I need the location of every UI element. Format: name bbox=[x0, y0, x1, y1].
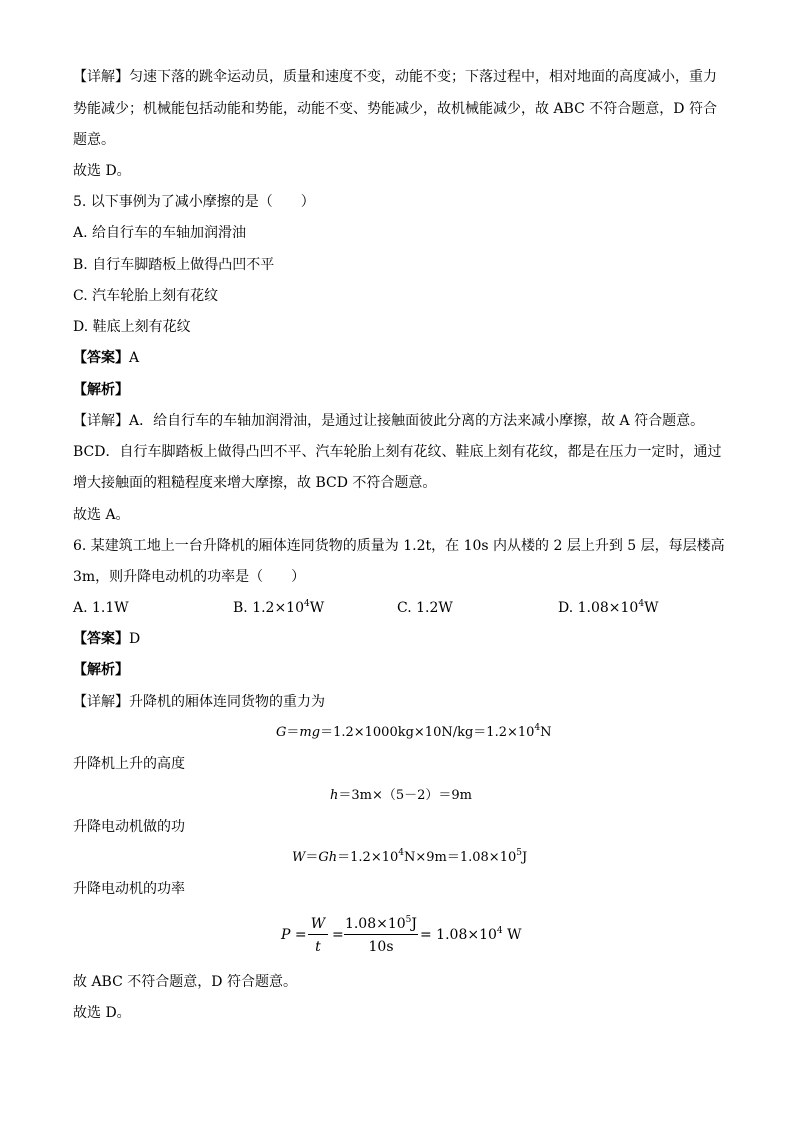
detail-line: 【详解】A．给自行车的车轴加润滑油，是通过让接触面彼此分离的方法来减小摩擦，故 A 符合题意。 bbox=[73, 413, 705, 429]
option-d: D. $1.08\times 10^4W$ bbox=[558, 599, 659, 616]
choose-line: 故选 D。 bbox=[73, 1005, 131, 1021]
fraction-w-over-t: W t bbox=[308, 912, 328, 958]
answer-line bbox=[73, 629, 140, 649]
power-symbol: P = bbox=[281, 927, 307, 943]
detail-line: 题意。 bbox=[73, 132, 115, 148]
option-b: B. $1.2\times 10^4W$ bbox=[233, 599, 325, 616]
answer-line bbox=[73, 348, 139, 368]
question-stem: 6. 某建筑工地上一台升降机的厢体连同货物的质量为 1.2t，在 10s 内从楼的 2 层上升到 5 层，每层楼高 bbox=[73, 538, 725, 554]
detail-line: 【详解】升降机的厢体连同货物的重力为 bbox=[73, 694, 325, 710]
detail-line: 势能减少；机械能包括动能和势能，动能不变、势能减少，故机械能减少，故 ABC 不符合题意，D 符合 bbox=[73, 101, 717, 117]
equation-height: h＝3m×（5－2）＝9m bbox=[330, 788, 473, 803]
conclusion-line: 故 ABC 不符合题意，D 符合题意。 bbox=[73, 974, 297, 990]
equation-work: $W=Gh=1.2\times 10^4N\times 9m=1.08\times 10^5J$ bbox=[292, 848, 528, 865]
choose-line: 故选 D。 bbox=[73, 163, 131, 179]
question-stem: 3m，则升降电动机的功率是（ ） bbox=[73, 569, 306, 585]
question-stem: 5. 以下事例为了减小摩擦的是（ ） bbox=[73, 194, 315, 210]
answer-value: A bbox=[129, 350, 140, 366]
option-b: B. 自行车脚踏板上做得凸凹不平 bbox=[73, 257, 275, 273]
analysis-label: 【解析】 bbox=[73, 382, 129, 398]
choose-line: 故选 A。 bbox=[73, 507, 130, 523]
option-a: A. 1.1W bbox=[73, 600, 129, 616]
option-d: D. 鞋底上刻有花纹 bbox=[73, 319, 191, 335]
option-c: C. 1.2W bbox=[397, 600, 453, 616]
detail-line: 升降电动机做的功 bbox=[73, 819, 185, 835]
analysis-label: 【解析】 bbox=[73, 662, 129, 678]
equals-sign: = bbox=[332, 927, 344, 943]
power-result: = $1.08\times 10^4$ W bbox=[420, 926, 522, 943]
fraction-work-over-time: $1.08\times 10^5J$ 10s bbox=[344, 915, 418, 955]
detail-line: 升降电动机的功率 bbox=[73, 881, 185, 897]
answer-label: 【答案】 bbox=[73, 631, 129, 647]
detail-line: 升降机上升的高度 bbox=[73, 756, 185, 772]
detail-line: BCD．自行车脚踏板上做得凸凹不平、汽车轮胎上刻有花纹、鞋底上刻有花纹，都是在压力一定时，通过 bbox=[73, 444, 722, 460]
equation-gravity: $G=mg=1.2\times 1000kg\times 10N/kg=1.2\times 10^4N$ bbox=[276, 723, 552, 740]
answer-value: D bbox=[129, 631, 141, 647]
detail-line: 【详解】匀速下落的跳伞运动员，质量和速度不变，动能不变；下落过程中，相对地面的高度减小，重力 bbox=[73, 69, 717, 85]
answer-label: 【答案】 bbox=[73, 350, 129, 366]
option-a: A. 给自行车的车轴加润滑油 bbox=[73, 225, 247, 241]
detail-line: 增大接触面的粗糙程度来增大摩擦，故 BCD 不符合题意。 bbox=[73, 475, 437, 491]
option-c: C. 汽车轮胎上刻有花纹 bbox=[73, 288, 219, 304]
